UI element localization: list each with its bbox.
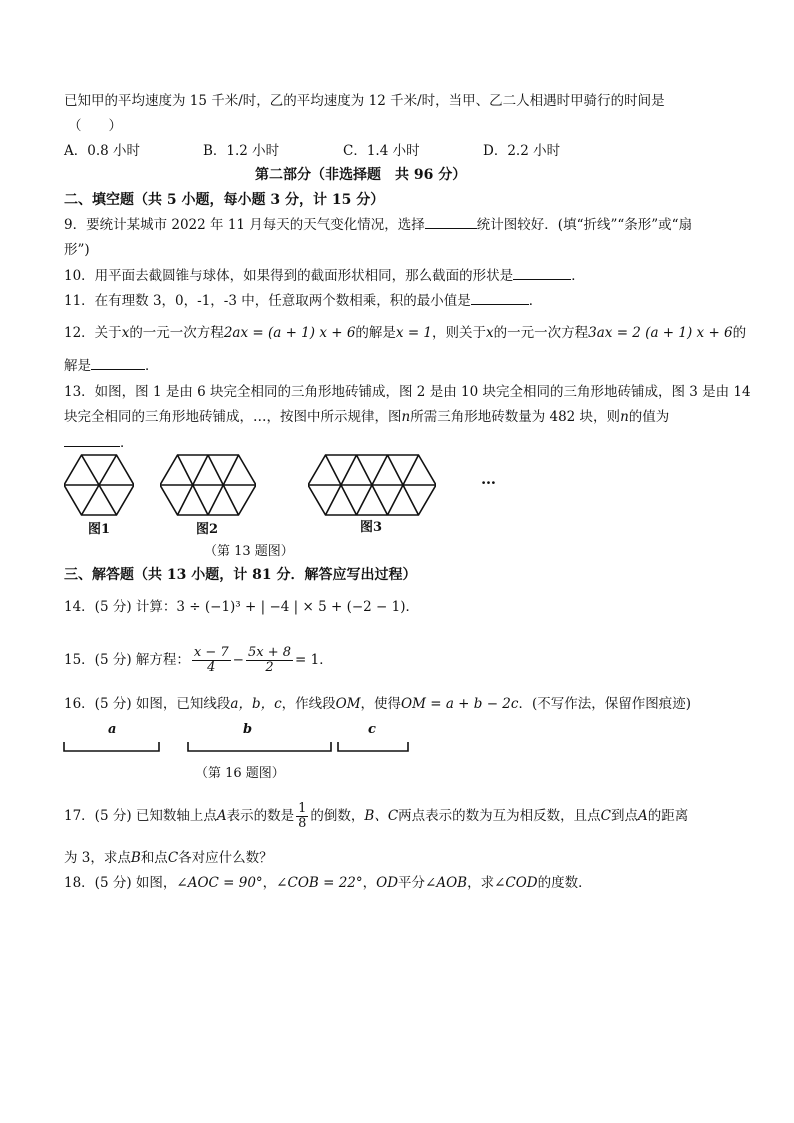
q18-text-d: 平分 — [398, 875, 426, 891]
q17-text-d: 两点表示的数为互为相反数，且点 — [398, 808, 601, 824]
q15-period: ． — [319, 652, 333, 668]
q17-point-c: C — [600, 808, 612, 824]
q9-line2: 形”) — [64, 242, 90, 258]
q8-option-c: C．1.4 小时 — [343, 143, 420, 159]
q15-text: 15．(5 分) 解方程： — [64, 652, 190, 668]
q13-period: ． — [120, 435, 134, 451]
q15-fraction-2 — [246, 646, 293, 675]
q18-angle-aob: ∠AOB — [425, 875, 468, 891]
q12-text-b: 的一元一次方程 — [129, 325, 224, 341]
q16-text-d: ．(不写作法，保留作图痕迹) — [518, 696, 692, 712]
q12-line1 — [64, 324, 746, 342]
q16-segment-c-label: c — [368, 722, 376, 737]
q16-segment-c — [336, 740, 412, 754]
q13-figure-2-label: 图2 — [196, 522, 219, 537]
q15-fraction-1-numerator: x − 7 — [193, 645, 229, 660]
q16-om: OM — [335, 696, 361, 712]
q17-point-c2: C — [167, 850, 179, 866]
q9-blank — [425, 216, 477, 229]
q10 — [64, 267, 585, 285]
q12-equation-1: 2ax = (a + 1) x + 6 — [223, 325, 356, 341]
q16-figure-caption: （第 16 题图） — [195, 766, 285, 781]
q18-angle-aoc: ∠AOC = 90° — [176, 875, 263, 891]
q8-answer-bracket: （ ） — [68, 118, 122, 134]
q9-text-a: 9．要统计某城市 2022 年 11 月每天的天气变化情况，选择 — [64, 217, 425, 233]
q13-text-c: 的值为 — [628, 409, 670, 425]
q8-line1: 已知甲的平均速度为 15 千米/时，乙的平均速度为 12 千米/时，当甲、乙二人相遇时甲骑行的时间是 — [64, 93, 665, 109]
q17-text-i: 各对应什么数？ — [178, 850, 273, 866]
q8-option-b: B．1.2 小时 — [203, 143, 280, 159]
q15-fraction-1-denominator: 4 — [207, 660, 216, 675]
q12-equation-2: 3ax = 2 (a + 1) x + 6 — [588, 325, 733, 341]
q15-fraction-1 — [192, 646, 231, 675]
q10-blank — [513, 267, 571, 280]
q12-blank — [91, 357, 145, 370]
q12-text-e: 的一元一次方程 — [493, 325, 589, 341]
q10-text: 10．用平面去截圆锥与球体，如果得到的截面形状相同，那么截面的形状是 — [64, 268, 514, 284]
q17-point-a2: A — [638, 808, 648, 824]
q17-text-e: 到点 — [611, 808, 639, 824]
q11-blank — [471, 292, 529, 305]
q16-segment-b — [186, 740, 334, 754]
q13-figure-2 — [160, 454, 256, 516]
q12-text-c: 的解是 — [355, 325, 396, 341]
q14 — [64, 598, 419, 616]
q12-period: ． — [145, 358, 159, 374]
q13-figure-1-label: 图1 — [88, 522, 111, 537]
q17-text-a: 17．(5 分) 已知数轴上点 — [64, 808, 217, 824]
q18-text-b: ， — [262, 875, 277, 891]
q16-text-a: 16．(5 分) 如图，已知线段 — [64, 696, 231, 712]
q16-text-b: ，作线段 — [281, 696, 336, 712]
q13-figure-caption: （第 13 题图） — [204, 544, 294, 559]
q12-text-f: 的 — [732, 325, 747, 341]
q17-fraction-denominator: 8 — [298, 816, 307, 831]
q14-expression: 3 ÷ (−1)³ + | −4 | × 5 + (−2 − 1) — [176, 599, 406, 615]
q18 — [64, 874, 592, 892]
q17-text-h: 和点 — [140, 850, 168, 866]
q16 — [64, 695, 691, 713]
q18-text-e: ，求 — [467, 875, 495, 891]
q17-line1 — [64, 798, 688, 834]
q15-fraction-2-denominator: 2 — [265, 660, 274, 675]
q18-angle-cob: ∠COB = 22° — [276, 875, 363, 891]
q17-line2 — [64, 849, 273, 867]
q13-var-n: n — [401, 409, 411, 425]
q18-text-f: 的度数． — [537, 875, 592, 891]
section3-heading: 三、解答题（共 13 小题，计 81 分．解答应写出过程） — [64, 567, 417, 583]
q13-text-b: 所需三角形地砖数量为 482 块，则 — [410, 409, 621, 425]
q16-segment-b-label: b — [243, 722, 253, 737]
q12-var-x2: x — [486, 325, 494, 341]
q17-text-c: 的倒数， — [310, 808, 365, 824]
q13-figure-3 — [308, 454, 436, 516]
q11-text: 11．在有理数 3，0，-1，-3 中，任意取两个数相乘，积的最小值是 — [64, 293, 471, 309]
q15 — [64, 642, 333, 678]
section2-heading: 二、填空题（共 5 小题，每小题 3 分，计 15 分） — [64, 192, 385, 208]
q17-text-g: 为 3，求点 — [64, 850, 131, 866]
part2-title: 第二部分（非选择题 共 96 分） — [255, 167, 467, 183]
q13-line3 — [64, 434, 134, 452]
q18-text-c: ， — [362, 875, 377, 891]
q10-period: ． — [571, 268, 585, 284]
q17-text-f: 的距离 — [647, 808, 689, 824]
q16-vars: a，b，c — [230, 696, 282, 712]
q15-minus: − — [232, 652, 244, 668]
q13-blank — [64, 434, 120, 447]
q12-text-a: 12．关于 — [64, 325, 122, 341]
q13-line1: 13．如图，图 1 是由 6 块完全相同的三角形地砖铺成，图 2 是由 10 块完全相同的三角形地砖铺成，图 3 是由 14 — [64, 384, 751, 400]
q12-var-x: x — [121, 325, 130, 341]
q8-option-d: D．2.2 小时 — [483, 143, 561, 159]
q16-equation: OM = a + b − 2c — [401, 696, 519, 712]
q17-fraction-numerator: 1 — [298, 801, 307, 816]
q17-point-b: B — [130, 850, 141, 866]
q11 — [64, 292, 542, 310]
q15-equals: = 1 — [295, 652, 320, 668]
q17-points-bc: B、C — [364, 808, 399, 824]
q11-period: ． — [528, 293, 543, 309]
q17-text-b: 表示的数是 — [226, 808, 295, 824]
q13-ellipsis: … — [481, 470, 496, 488]
q12-text-d: ，则关于 — [432, 325, 487, 341]
q13-figure-1 — [64, 454, 134, 516]
q12-solution: x = 1 — [395, 325, 433, 341]
q8-option-a: A．0.8 小时 — [64, 143, 141, 159]
q13-figure-3-label: 图3 — [360, 520, 383, 535]
q13-var-n2: n — [620, 409, 629, 425]
q17-fraction — [296, 802, 308, 831]
q12-line2 — [64, 357, 159, 375]
q16-segment-a-label: a — [108, 722, 117, 737]
q16-segment-a — [62, 740, 162, 754]
q13-line2 — [64, 408, 669, 426]
q9-text-b: 统计图较好．(填“折线”“条形”或“扇 — [476, 217, 693, 233]
q17-point-a: A — [216, 808, 227, 824]
q16-text-c: ，使得 — [360, 696, 402, 712]
q14-period: ． — [405, 599, 419, 615]
q9-line1 — [64, 216, 692, 234]
q13-text-a: 块完全相同的三角形地砖铺成，…，按图中所示规律，图 — [64, 409, 402, 425]
q18-text-a: 18．(5 分) 如图， — [64, 875, 177, 891]
q18-od: OD — [376, 875, 399, 891]
q14-text: 14．(5 分) 计算： — [64, 599, 177, 615]
q15-fraction-2-numerator: 5x + 8 — [247, 645, 291, 660]
q18-angle-cod: ∠COD — [494, 875, 538, 891]
q12-text-g: 解是 — [64, 358, 91, 374]
